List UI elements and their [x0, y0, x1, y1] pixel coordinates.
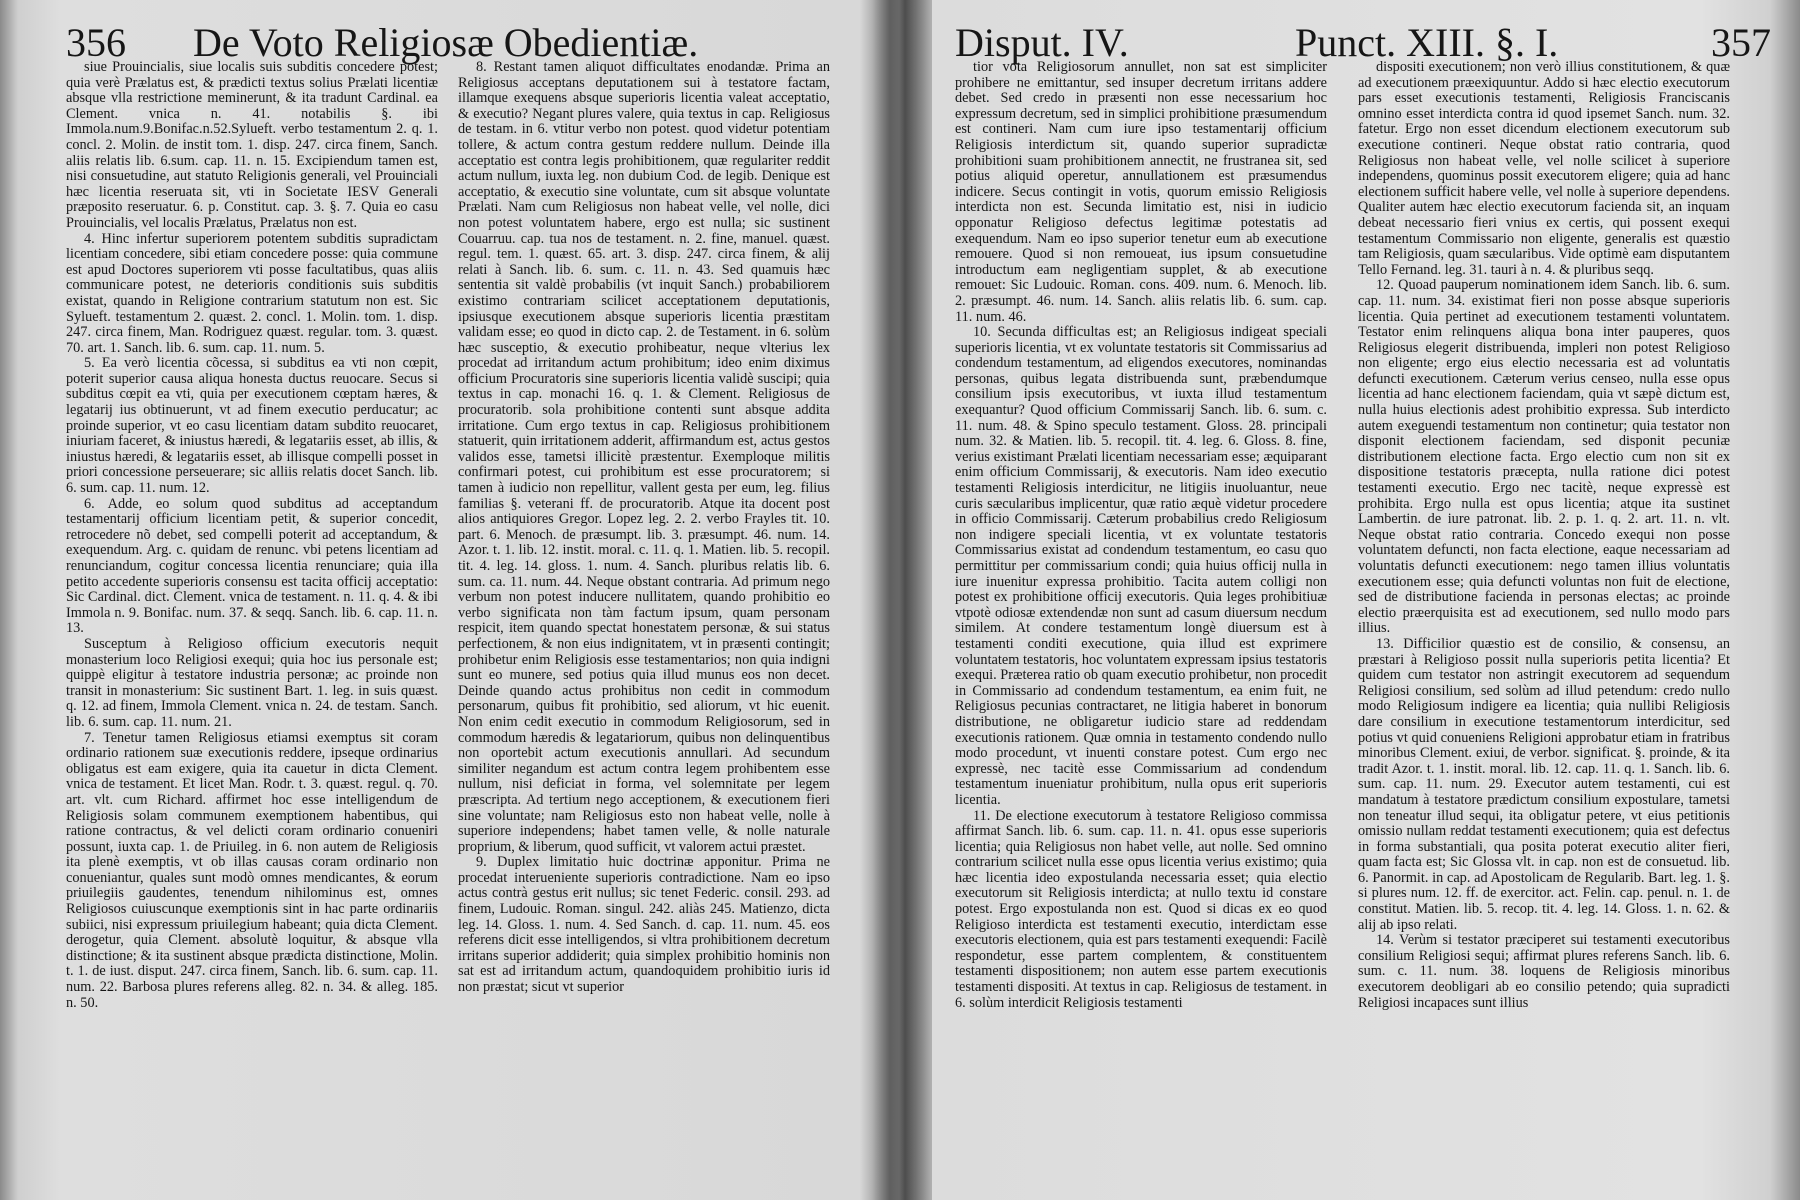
paragraph: 5. Ea verò licentia cõcessa, si subditus ea vti non cœpit, poterit superior causa aliqua honesta ductus reuocare. Secus si subditus cœpit ea vti, quia per executionem cœptam hæres, & legatarij ius obtinuerunt, vt ad finem executio perducatur; ac proinde superior, vt eo casu licentiam datam subdito reuocaret, iniuriam faceret, & iniustus hæredi, & legatariis esset, ab illis, & iniustus hæredi, & legatariis esset, ab illisque compelli posset in priori concessione perseuerare; sic alliis relatis docet Sanch. lib. 6. sum. cap. 11. num. 12.: [66, 355, 438, 497]
paragraph: Susceptum à Religioso officium executoris nequit monasterium loco Religiosi exequi; quia hoc ius personale est; quippè eligitur à testatore industria personæ; ac proinde non transit in monasterium: Sic sustinent Bart. 1. leg. in suis quæst. q. 12. ad finem, Immola Clement. vnica n. 24. de testam. Sanch. lib. 6. sum. cap. 11. num. 21.: [66, 635, 438, 730]
right-running-title-section: Punct. XIII. §. I.: [1295, 20, 1559, 65]
paragraph: siue Prouincialis, siue localis suis subditis concedere potest; quia verè Prælatus est, & prædicti textus solius Prælati licentiæ absque vlla restrictione meminerunt, & ita tradunt Cardinal. ea Clement. vnica n. 41. notabilis §. ibi Immola.num.9.Bonifac.n.52.Sylueft. verbo testamentum 2. q. 1. concl. 2. Molin. de instit tom. 1. disp. 247. circa finem, Sanch. aliis relatis lib. 6.sum. cap. 11. n. 15. Excipiendum tamen est, nisi consuetudine, aut statuto Religionis generali, vel Prouinciali hæc licentia reseruata sit, vti in Societate IESV Generali præposito reseruatur. 6. p. Constitut. cap. 3. §. 7. Quia eo casu Prouincialis, vel localis Prælatus, Prælatus non est.: [66, 60, 438, 231]
left-page: [28, 0, 878, 1200]
paragraph: 4. Hinc infertur superiorem potentem subditis supradictam licentiam concedere, sibi etiam concedere posse: quia commune est apud Doctores superiorem vti posse facultatibus, quas aliis communicare potest, ne deterioris conditionis suis subditis existat, quando in Religione contrarium statutum non est. Sic Sylueft. testamentum 2. quæst. 2. concl. 1. Molin. tom. 1. disp. 247. circa finem, Man. Rodriguez quæst. regular. tom. 3. quæst. 70. art. 1. Sanch. lib. 6. sum. cap. 11. num. 5.: [66, 230, 438, 356]
right-page: [935, 0, 1775, 1200]
paragraph: dispositi executionem; non verò illius constitutionem, & quæ ad executionem præexiquuntur. Addo si hæc electio executorum pars esset executionis testamenti, Religiosis Franciscanis omnino esset interdicta contra id quod ipsemet Sanch. num. 32. fatetur. Ergo non esset dicendum electionem executorum sub executione contineri. Neque obstat ratio contraria, quod Religiosus non habeat velle, vel nolle scilicet à superiore independens, quominus possit executorem eligere; quia ad hanc electionem sufficit habere velle, vel nolle à superiore dependens. Qualiter autem hæc electio executorum facienda sit, an inquam debeat necessario fieri vnius ex certis, qui possent exequi testamentum Commissario non eligente, generalis est quæstio tam Religiosis, quam sæcularibus. Vide optimè eam disputantem Tello Fernand. leg. 31. tauri à n. 4. & pluribus seqq.: [1358, 60, 1730, 278]
paragraph: 6. Adde, eo solum quod subditus ad acceptandum testamentarij officium licentiam petit, & superior concedit, retrocedere nõ debet, sed compelli poterit ad acceptandum, & exequendum. Arg. c. quidam de renunc. vbi petens licentiam ad renunciandum, cogitur concessa licentia renunciare; quia illa petito accedente superioris consensu est tacita officij acceptatio: Sic Cardinal. dict. Clement. vnica de testament. n. 11. q. 4. & ibi Immola n. 9. Bonifac. num. 37. & seqq. Sanch. lib. 6. cap. 11. n. 13.: [66, 495, 438, 637]
right-column-2: [1358, 60, 1730, 1190]
right-column-1: [955, 60, 1327, 1190]
paragraph: 9. Duplex limitatio huic doctrinæ apponitur. Prima ne procedat interueniente superioris contradictione. Nam eo ipso actus contrà gestus erit nullus; sic tenet Federic. consil. 293. ad finem, Ludouic. Roman. singul. 242. aliàs 245. Matienzo, dicta leg. 14. Gloss. 1. num. 4. Sed Sanch. d. cap. 11. num. 45. eos referens dicit esse intelligendos, si vltra prohibitionem decretum irritans superior addiderit; quia simplex prohibitio hominis non sat est ad irritandum actum, quandoquidem prohibitio iuris id non præstat; sicut vt superior: [458, 854, 830, 996]
left-running-title: De Voto Religiosæ Obedientiæ.: [193, 20, 699, 65]
left-column-1: [66, 60, 438, 1190]
paragraph: 13. Difficilior quæstio est de consilio, & consensu, an præstari à Religioso possit nulla superioris petita licentia? Et quidem cum testator non astringit executorem ad sequendum Religiosi consilium, sed solùm ad illud petendum: credo nullo modo Religiosum indigere ea licentia; quia nullibi Religiosis dare consilium in executione testamentorum interdicitur, sed potius vt quid conueniens Religioni approbatur etiam in fratribus minoribus Clement. exiui, de verbor. significat. §. proinde, & ita tradit Azor. t. 1. instit. moral. lib. 12. cap. 11. q. 1. Sanch. lib. 6. sum. cap. 11. num. 29. Executor autem testamenti, cui est mandatum à testatore prædictum consilium expostulare, tametsi non teneatur illud sequi, ita obligatur petere, vt eius petitionis omissio nullam reddat testamenti executionem; quia est defectus in forma substantiali, qua posita poterat executio aliter fieri, quam facta est; Sic Glossa vlt. in cap. non est de consuetud. lib. 6. Panormit. in cap. ad Apostolicam de Regularib. Bart. leg. 1. §. si plures num. 12. ff. de exercitor. act. Felin. cap. penul. n. 1. de constitut. Matien. lib. 5. recop. tit. 4. leg. 14. Gloss. 1. n. 62. & alij ab ipso relati.: [1358, 635, 1730, 933]
right-running-title: Disput. IV.: [955, 20, 1129, 65]
paragraph: 8. Restant tamen aliquot difficultates enodandæ. Prima an Religiosus acceptans deputationem sui à testatore factam, illamque exequens absque superioris licentia valeat acceptatio, & executio? Negant plures valere, quia textus in cap. Religiosus de testam. in 6. vtitur verbo non potest. quod videtur potentiam tollere, & actum contra gestum reddere nullum. Deinde illa acceptatio est contra legis prohibitionem, quæ regulariter reddit actum nullum, iuxta leg. non dubium Cod. de legib. Denique est acceptatio, & executio sine voluntate, cum sit absque voluntate Prælati. Nam cum Religiosus non habeat velle, vel nolle, dici non potest voluntatem habere, ergo est nulla; sic sustinent Couarruu. cap. tua nos de testament. n. 2. fine, manuel. quæst. regul. tem. 1. quæst. 65. art. 3. disp. 247. circa finem, & alij relati à Sanch. lib. 6. sum. c. 11. n. 43. Sed quamuis hæc sententia sit valdè probabilis (vt inquit Sanch.) probabiliorem existimo contrariam scilicet acceptationem deputationis, ipsiusque executionem absque superioris licentia præstitam validam esse; eo quod in dicto cap. 2. de Testament. in 6. solùm hæc susceptio, & executio prohibeatur, neque vlterius lex procedat ad irritandum actum prohibitum; ideo enim diximus officium Procuratoris sine superioris licentia validè suscipi; quia textus in cap. monachi 16. q. 1. & Clement. Religiosus de procuratorib. sola prohibitione contenti sunt absque addita irritatione. Cum ergo textus in cap. Religiosus prohibitionem statuerit, quin irritationem adderit, affirmandum est, actus gestos validos esse, tametsi illicitè præstentur. Exemploque militis confirmari potest, cui prohibitum est esse procuratorem; si tamen à iudicio non repellitur, vallent gesta per eum, leg. filius familias §. veterani ff. de procuratorib. Atque ita docent post alios antiquiores Gregor. Lopez leg. 2. 2. verbo Frayles tit. 10. part. 6. Menoch. de præsumpt. lib. 3. præsumpt. 46. num. 14. Azor. t. 1. lib. 12. instit. moral. c. 11. q. 1. Matien. lib. 5. recopil. tit. 4. leg. 14. gloss. 1. num. 4. Sanch. pluribus relatis lib. 6. sum. ca. 11. num. 44. Neque obstant contraria. Ad primum nego verbum non potest inducere nullitatem, quando prohibitio eo verbo significata non tàm factum ipsum, quam personam respicit, item quando spectat honestatem personæ, & sui status perfectionem, & non eius indignitatem, vt in præsenti contingit; prohibetur enim Religiosis esse testamentarios; non quia indigni sunt eo munere, sed potius quia illud munus eos non decet. Deinde quando actus prohibitus non cedit in commodum personarum, quibus fit prohibitio, sed aliorum, vt hic euenit. Non enim cedit executio in commodum Religiosorum, sed in commodum hæredis & legatariorum, quibus non delinquentibus non oportebit actum executionis annullari. Ad secundum similiter negandum est actum contra legem prohibentem esse nullum, nisi deficiat in forma, vel solemnitate per legem præscripta. Ad tertium nego acceptionem, & executionem fieri sine voluntate; nam Religiosus esto non habeat velle, nolle à superiore independens; habet tamen velle, & nolle naturale proprium, & liberum, quod sufficit, vt valorem actui præstet.: [458, 60, 830, 855]
right-page-number: 357: [1711, 20, 1771, 65]
book-gutter: [872, 0, 932, 1200]
paragraph: 12. Quoad pauperum nominationem idem Sanch. lib. 6. sum. cap. 11. num. 34. existimat fieri non posse absque superioris licentia. Quia pertinet ad executionem testamenti voluntatem. Testator enim relinquens aliqua bona inter pauperes, quos Religiosus elegerit distribuenda, impleri non potest Religioso non eligente; ergo eius electio necessaria est ad voluntatis defuncti executionem. Cæterum verius censeo, nulla esse opus licentia ad hanc electionem faciendam, quia vt sæpè dictum est, nulla huius electionis adest prohibitio expressa. Sub interdicto autem exeguendi testamentum non continetur; quia testator non disponit electionem faciendam, sed disponit pecuniæ distributionem electione facta. Ergo electio cum non sit ex dispositione testatoris præcepta, nulla ratione dici potest testamenti executio. Ergo nec tacitè, neque expressè est prohibita. Ergo nulla est opus licentia; atque ita sustinet Lambertin. de iure patronat. lib. 2. p. 1. q. 2. art. 11. n. vlt. Neque obstat ratio contraria. Concedo exequi non posse voluntatem defuncti, non facta electione, eaque necessariam ad voluntatis defuncti executionem: nego tamen illius voluntatis executionem esse; quia defuncti voluntas non fuit de electione, sed de distributione facienda in personas electas; ac proinde electio præerquisita est ad executionem, sed nullo modo pars illius.: [1358, 277, 1730, 637]
left-page-number: 356: [66, 20, 126, 65]
left-column-2: [458, 60, 830, 1190]
paragraph: 11. De electione executorum à testatore Religioso commissa affirmat Sanch. lib. 6. sum. cap. 11. n. 41. opus esse superioris licentia; quia Religiosus non habet velle, aut nolle. Sed omnino contrarium scilicet nulla esse opus licentia verius existimo; quia hæc licentia ideo expostulanda necessaria esset; quia electio executorum sit Religiosis interdicta; at nullo textu id constare potest. Ergo expostulanda non est. Quod si dicas ex eo quod Religioso interdicta est testamenti executio, interdictam esse executoris electionem, quia est pars testamenti exequendi: Facilè respondetur, esse partem complentem, & constituentem testamenti dispositionem; non autem esse partem executionis testamenti dispositi. At textus in cap. Religiosus de testament. in 6. solùm interdicit Religiosis testamenti: [955, 807, 1327, 1011]
paragraph: 14. Verùm si testator præciperet sui testamenti executoribus consilium Religiosi sequi; affirmat plures referens Sanch. lib. 6. sum. c. 11. num. 38. loquens de Religiosis minoribus executorem deobligari ab eo consilio petendo; quia supradicti Religiosi incapaces sunt illius: [1358, 932, 1730, 1011]
paragraph: 10. Secunda difficultas est; an Religiosus indigeat speciali superioris licentia, vt ex voluntate testatoris sit Commissarius ad condendum testamentum, ad eligendos executores, nominandas personas, quibus legata distribuenda sunt, præbendumque consilium ipsis executoribus, vt iuxta illud testamentum exequantur? Quod officium Commissarij Sanch. lib. 6. sum. c. 11. num. 48. & Spino speculo testament. Gloss. 28. principali num. 32. & Matien. lib. 5. recopil. tit. 4. leg. 6. Gloss. 8. fine, verius existimant Prælati licentiam necessariam esse; æquiparant enim officium Commissarij, & executoris. Nam ideo executio testamenti Religiosis interdicitur, ne litigiis inuoluantur, neue curis sæcularibus implicentur, quæ ratio æquè videtur procedere in officio Commissarij. Cæterum probabilius credo Religiosum non indigere speciali licentia, vt ex voluntate testatoris Commissarius existat ad condendum testamentum, eo casu quo permittitur per commissarium condi; quia huius officij nulla in iure inuenitur expressa prohibitio. Tacita autem colligi non potest ex prohibitione officij executoris. Quia leges prohibitiuæ vtpotè odiosæ extendendæ non sunt ad casum diuersum necdum similem. At condere testamentum longè diuersum est à testamenti conditi executione, quia illud est exprimere voluntatem testatoris, hoc voluntatem expressam ipsius testatoris exequi. Præterea ratio ob quam executio prohibetur, non procedit in Commissario ad condendum testamentum, ea enim fuit, ne Religiosus pecunias contractaret, ne litigia haberet in bonorum distributione, ne obligaretur iudicio stare ad reddendam executionis rationem. Quæ omnia in testamento condendo nullo modo procedunt, vt inuenti constare potest. Cum ergo nec expressè, nec tacitè esse Commissarium ad condendum testamentum inueniatur prohibitum, nulla opus erit superioris licentia.: [955, 324, 1327, 808]
paragraph: tior vota Religiosorum annullet, non sat est simpliciter prohibere ne emittantur, sed insuper decretum irritans addere debet. Sed credo in præsenti non esse necessarium hoc expressum decretum, sed in simplici prohibitione præsumendum est contineri. Nam cum iure ipso testamentarij officium Religiosis interdictum sit, quando superior supradictæ prohibitioni suam prohibitionem annectit, ne frustranea sit, sed potius aliquid operetur, annullationem est præsumendus indicere. Secus contingit in votis, quorum emissio Religiosis interdicta non est. Secunda limitatio est, nisi in iudicio opponatur Religioso defectus legitimæ potestatis ad exequendum. Nam eo ipso superior tenetur eum ab executione remouere. Quod si non remoueat, ius ipsum consuetudine introductum eam negligentiam supplet, & ab executione remouet: Sic Ludouic. Roman. cons. 409. num. 6. Menoch. lib. 2. præsumpt. 46. num. 14. Sanch. aliis relatis lib. 6. sum. cap. 11. num. 46.: [955, 60, 1327, 325]
paragraph: 7. Tenetur tamen Religiosus etiamsi exemptus sit coram ordinario rationem suæ executionis reddere, ipseque ordinarius obligatus est eam exigere, quia ita cauetur in dicta Clement. vnica de testament. Et licet Man. Rodr. t. 3. quæst. regul. q. 70. art. vlt. cum Richard. affirmet hoc esse intelligendum de Religiosis solam communem exemptionem habentibus, qui ratione contractus, & vel delicti coram ordinario conueniri possunt, iuxta cap. 1. de Priuileg. in 6. non autem de Religiosis ita plenè exemptis, vt ob illas causas coram ordinario non conueniantur, quales sunt modò omnes mendicantes, & eorum priuilegiis gaudentes, tenendum nihilominus est, omnes Religiosos cuiuscunque exemptionis sint in hac parte ordinariis subiici, nisi expressum priuilegium habeant; quia dicta Clement. derogetur, quia Clement. absolutè loquitur, & absque vlla distinctione; & ita sustinent absque prædicta distinctione, Molin. t. 1. de iust. disput. 247. circa finem, Sanch. lib. 6. sum. cap. 11. num. 22. Barbosa plures referens alleg. 82. n. 34. & alleg. 185. n. 50.: [66, 729, 438, 1011]
